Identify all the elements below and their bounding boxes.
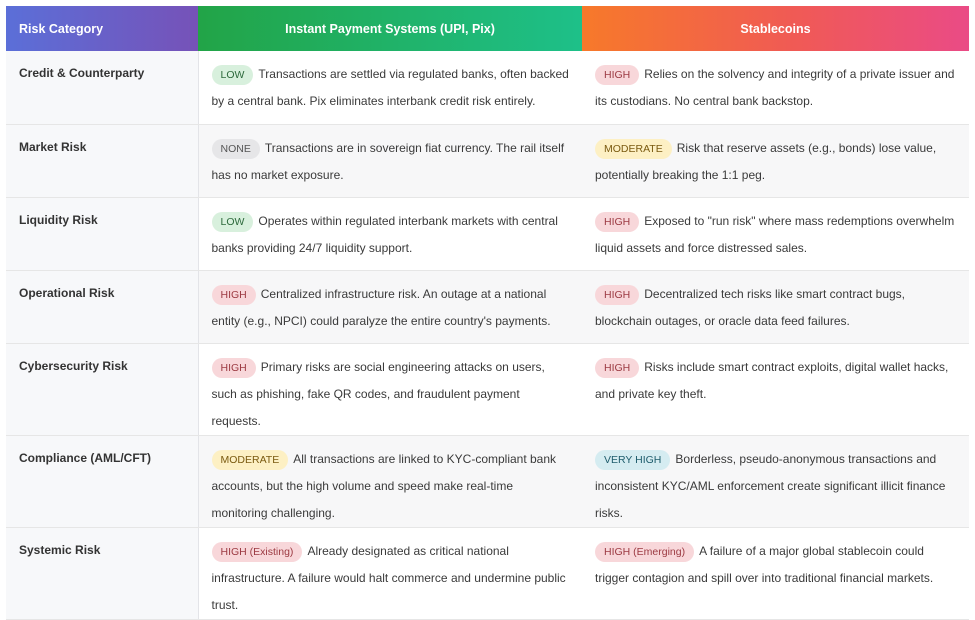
- table-row: [6, 270, 969, 343]
- stablecoin-cell: [582, 527, 969, 619]
- risk-level-badge: HIGH: [595, 358, 639, 378]
- stablecoin-description: Borderless, pseudo-anonymous transactions and inconsistent KYC/AML enforcement create significant illicit finance risks.: [595, 451, 946, 520]
- risk-level-badge: HIGH: [595, 212, 639, 232]
- ips-description: Centralized infrastructure risk. An outage at a national entity (e.g., NPCI) could paralyze the entire country's payments.: [211, 286, 551, 328]
- stablecoin-cell: [582, 435, 969, 527]
- table-row: [6, 51, 969, 124]
- stablecoin-cell: [582, 270, 969, 343]
- stablecoin-description: Decentralized tech risks like smart contract bugs, blockchain outages, or oracle data feed failures.: [595, 286, 906, 328]
- risk-level-badge: HIGH: [595, 65, 639, 85]
- risk-category-cell: [6, 124, 198, 197]
- risk-category-label: Systemic Risk: [19, 542, 101, 557]
- ips-description: All transactions are linked to KYC-compliant bank accounts, but the high volume and speed make real-time monitoring challenging.: [211, 451, 557, 520]
- risk-comparison-table: [6, 6, 969, 620]
- table-row: [6, 435, 969, 527]
- stablecoin-description: A failure of a major global stablecoin could trigger contagion and spill over into traditional financial markets.: [595, 543, 934, 585]
- risk-comparison-table-container: [6, 6, 969, 620]
- stablecoin-description: Relies on the solvency and integrity of a private issuer and its custodians. No central bank backstop.: [595, 67, 955, 108]
- risk-level-badge: LOW: [212, 212, 254, 232]
- stablecoin-description: Risk that reserve assets (e.g., bonds) lose value, potentially breaking the 1:1 peg.: [595, 140, 937, 182]
- risk-level-badge: HIGH: [212, 358, 256, 378]
- stablecoin-cell: [582, 124, 969, 197]
- risk-category-label: Market Risk: [19, 139, 87, 154]
- ips-cell: [198, 343, 582, 435]
- table-header-row: [6, 6, 969, 51]
- risk-category-cell: [6, 197, 198, 270]
- risk-category-label: Operational Risk: [19, 285, 115, 300]
- header-instant-payment-systems: Instant Payment Systems (UPI, Pix): [198, 6, 582, 51]
- risk-level-badge: HIGH (Emerging): [595, 542, 694, 562]
- ips-cell: [198, 51, 582, 124]
- risk-category-label: Cybersecurity Risk: [19, 358, 128, 373]
- ips-cell: [198, 527, 582, 619]
- risk-level-badge: VERY HIGH: [595, 450, 670, 470]
- ips-description: Transactions are settled via regulated banks, often backed by a central bank. Pix eliminates interbank credit risk entirely.: [211, 67, 569, 108]
- table-row: [6, 343, 969, 435]
- stablecoin-description: Exposed to "run risk" where mass redemptions overwhelm liquid assets and force distressed sales.: [595, 213, 955, 255]
- risk-level-badge: MODERATE: [212, 450, 289, 470]
- risk-category-cell: [6, 343, 198, 435]
- table-row: [6, 124, 969, 197]
- risk-category-cell: [6, 270, 198, 343]
- risk-level-badge: HIGH (Existing): [212, 542, 303, 562]
- risk-category-cell: [6, 527, 198, 619]
- table-body: [6, 51, 969, 619]
- stablecoin-cell: [582, 343, 969, 435]
- ips-description: Operates within regulated interbank markets with central banks providing 24/7 liquidity support.: [211, 213, 558, 255]
- risk-level-badge: HIGH: [212, 285, 256, 305]
- table-row: [6, 527, 969, 619]
- risk-level-badge: HIGH: [595, 285, 639, 305]
- header-risk-category: Risk Category: [6, 6, 198, 51]
- ips-description: Transactions are in sovereign fiat currency. The rail itself has no market exposure.: [211, 140, 565, 182]
- risk-category-label: Compliance (AML/CFT): [19, 450, 151, 465]
- ips-description: Already designated as critical national infrastructure. A failure would halt commerce and undermine public trust.: [211, 543, 566, 612]
- risk-level-badge: NONE: [212, 139, 260, 159]
- ips-cell: [198, 270, 582, 343]
- header-stablecoins: Stablecoins: [582, 6, 969, 51]
- risk-category-label: Credit & Counterparty: [19, 66, 145, 80]
- risk-category-label: Liquidity Risk: [19, 212, 98, 227]
- risk-level-badge: LOW: [212, 65, 254, 85]
- stablecoin-cell: [582, 51, 969, 124]
- table-row: [6, 197, 969, 270]
- ips-description: Primary risks are social engineering attacks on users, such as phishing, fake QR codes, and fraudulent payment requests.: [211, 359, 545, 428]
- ips-cell: [198, 124, 582, 197]
- risk-category-cell: [6, 435, 198, 527]
- ips-cell: [198, 435, 582, 527]
- ips-cell: [198, 197, 582, 270]
- risk-level-badge: MODERATE: [595, 139, 672, 159]
- stablecoin-cell: [582, 197, 969, 270]
- risk-category-cell: [6, 51, 198, 124]
- stablecoin-description: Risks include smart contract exploits, digital wallet hacks, and private key theft.: [595, 359, 949, 401]
